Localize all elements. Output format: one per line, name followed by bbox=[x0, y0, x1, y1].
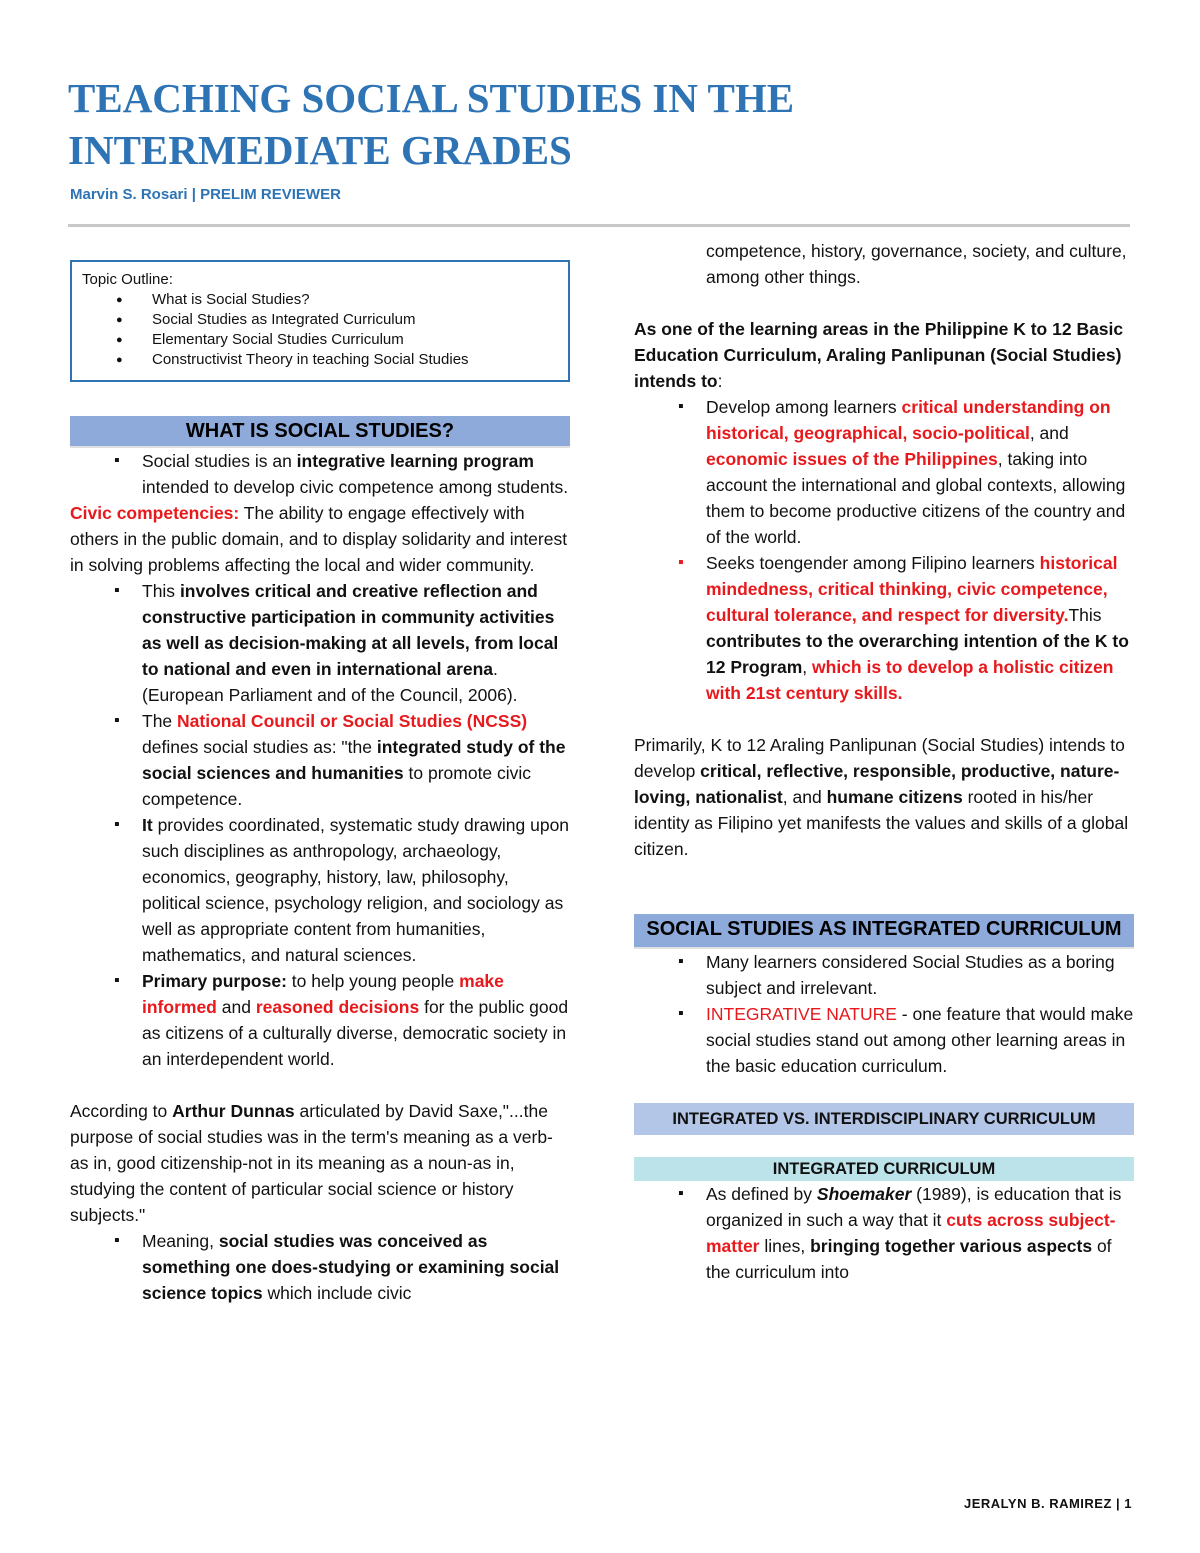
text-run: articulated by David Saxe,"...the purpose of social studies was in the term's meaning as a verb-as in, good citizenship-not in its meaning as a noun-as in, studying the content of particular social science or history subjects." bbox=[70, 1101, 553, 1225]
bullet-item bbox=[634, 550, 1134, 706]
highlight-text: reasoned decisions bbox=[255, 997, 420, 1017]
bullet-item bbox=[70, 448, 570, 500]
text-run: According to bbox=[70, 1101, 173, 1121]
highlight-text: cuts across subject-matter bbox=[706, 1210, 1116, 1256]
bullet-list bbox=[634, 949, 1134, 1079]
bullet-item bbox=[634, 394, 1134, 550]
bold-text: integrated study of the social sciences and humanities bbox=[142, 737, 566, 783]
bullet-item bbox=[70, 1228, 570, 1306]
section-heading-what-is-social-studies: WHAT IS SOCIAL STUDIES? bbox=[70, 416, 570, 448]
highlight-text: make informed bbox=[142, 971, 504, 1017]
text-run: to help young people bbox=[286, 971, 460, 991]
text-run: As defined by bbox=[706, 1184, 817, 1204]
bullet-item bbox=[70, 812, 570, 968]
text-run: Seeks toengender among Filipino learners bbox=[706, 553, 1040, 573]
text-run: to promote civic competence. bbox=[142, 763, 532, 809]
highlight-text: which is to develop a holistic citizen with 21st century skills. bbox=[706, 657, 1114, 703]
bold-italic-text: Shoemaker bbox=[816, 1184, 912, 1204]
primarily-paragraph bbox=[634, 732, 1134, 862]
highlight-text: economic issues of the Philippines bbox=[706, 449, 998, 469]
text-run: intended to develop civic competence among students. bbox=[142, 477, 569, 497]
text-run: This bbox=[142, 581, 180, 601]
text-run: , bbox=[802, 657, 813, 677]
bullet-list bbox=[70, 578, 570, 1072]
text-run: provides coordinated, systematic study drawing upon such disciplines as anthropology, archaeology, economics, geography, history, law, philosophy, political science, psychology religion, and sociology as well as appropriate content from humanities, mathematics, and natural sciences. bbox=[142, 815, 570, 965]
bullet-list bbox=[70, 448, 570, 500]
bullet-item bbox=[70, 708, 570, 812]
bold-text: social studies was conceived as something one does-studying or examining social science topics bbox=[142, 1231, 560, 1303]
topic-outline-list bbox=[82, 290, 558, 370]
text-run: The ability to engage effectively with others in the public domain, and to display solidarity and interest in solving problems affecting the local and wider community. bbox=[70, 503, 568, 575]
outline-item: ● Social Studies as Integrated Curriculum bbox=[82, 310, 558, 330]
text-run: (1989), is education that is organized in such a way that it bbox=[706, 1184, 1122, 1230]
outline-item: ● What is Social Studies? bbox=[82, 290, 558, 310]
subheading-integrated-curriculum: INTEGRATED CURRICULUM bbox=[634, 1157, 1134, 1181]
bullet-item bbox=[634, 1001, 1134, 1079]
text-run: Develop among learners bbox=[706, 397, 902, 417]
text-run: and bbox=[216, 997, 256, 1017]
text-run: Primarily, K to 12 Araling Panlipunan (Social Studies) intends to develop bbox=[634, 735, 1125, 781]
bullet-list bbox=[70, 1228, 570, 1306]
text-run: , taking into account the international and global contexts, allowing them to become productive citizens of the country and of the world. bbox=[706, 449, 1126, 547]
text-run: defines social studies as: "the bbox=[142, 737, 377, 757]
highlight-text: INTEGRATIVE NATURE bbox=[706, 1004, 897, 1024]
outline-item: ● Constructivist Theory in teaching Social Studies bbox=[82, 350, 558, 370]
highlight-text: National Council or Social Studies (NCSS) bbox=[177, 711, 528, 731]
bold-text: It bbox=[142, 815, 153, 835]
bold-text: bringing together various aspects bbox=[810, 1236, 1093, 1256]
bullet-item: ▪ Many learners considered Social Studies as a boring subject and irrelevant. bbox=[634, 949, 1134, 1001]
araling-panlipunan-intro bbox=[634, 316, 1134, 394]
bold-text: Arthur Dunnas bbox=[172, 1101, 295, 1121]
text-run: , and bbox=[782, 787, 827, 807]
page-footer: JERALYN B. RAMIREZ | 1 bbox=[963, 1496, 1132, 1511]
text-run: The bbox=[142, 711, 178, 731]
text-run: . (European Parliament and of the Council, 2006). bbox=[142, 659, 518, 705]
title-line-2: INTERMEDIATE GRADES bbox=[68, 127, 572, 173]
title-line-1: TEACHING SOCIAL STUDIES IN THE bbox=[68, 75, 795, 121]
bold-text: contributes to the overarching intention of the K to 12 Program bbox=[706, 631, 1129, 677]
highlight-text: Civic competencies: bbox=[70, 503, 240, 523]
text-run: lines, bbox=[759, 1236, 811, 1256]
text-run: - one feature that would make social studies stand out among other learning areas in the basic education curriculum. bbox=[706, 1004, 1134, 1076]
bullet-item bbox=[70, 968, 570, 1072]
outline-item: ● Elementary Social Studies Curriculum bbox=[82, 330, 558, 350]
subheading-integrated-vs-interdisciplinary: INTEGRATED VS. INTERDISCIPLINARY CURRICULUM bbox=[634, 1103, 1134, 1135]
topic-outline-box bbox=[70, 260, 570, 382]
bold-text: critical, reflective, responsible, productive, nature-loving, nationalist bbox=[634, 761, 1120, 807]
left-column bbox=[70, 238, 570, 1306]
text-run: : bbox=[717, 371, 723, 391]
document-subtitle: Marvin S. Rosari | PRELIM REVIEWER bbox=[70, 186, 341, 203]
right-column bbox=[634, 238, 1134, 1285]
bullet-item bbox=[634, 1181, 1134, 1285]
bullet-item bbox=[70, 578, 570, 708]
highlight-text: historical mindedness, critical thinking, civic competence, cultural tolerance, and respect for diversity. bbox=[706, 553, 1118, 625]
text-run: rooted in his/her identity as Filipino yet manifests the values and skills of a global citizen. bbox=[634, 787, 1129, 859]
bold-text: Primary purpose: bbox=[142, 971, 287, 991]
bold-text: involves critical and creative reflection and constructive participation in community activities as well as decision-making at all levels, from local to national and even in international arena bbox=[142, 581, 559, 679]
text-run: Meaning, bbox=[142, 1231, 219, 1251]
text-run: which include civic bbox=[262, 1283, 412, 1303]
civic-competencies-paragraph bbox=[70, 500, 570, 578]
highlight-text: critical understanding on historical, geographical, socio-political bbox=[706, 397, 1111, 443]
continued-text: competence, history, governance, society, and culture, among other things. bbox=[706, 241, 1127, 287]
text-run: for the public good as citizens of a culturally diverse, democratic society in an interdependent world. bbox=[142, 997, 569, 1069]
text-run: of the curriculum into bbox=[706, 1236, 1112, 1282]
topic-outline-label: Topic Outline: bbox=[82, 271, 173, 288]
text-run: , and bbox=[1029, 423, 1069, 443]
dunnas-paragraph bbox=[70, 1098, 570, 1228]
section-heading-integrated-curriculum: SOCIAL STUDIES AS INTEGRATED CURRICULUM bbox=[634, 914, 1134, 949]
bold-text: humane citizens bbox=[826, 787, 963, 807]
bold-text: As one of the learning areas in the Philippine K to 12 Basic Education Curriculum, Araling Panlipunan (Social Studies) intends to bbox=[634, 319, 1124, 391]
document-title bbox=[68, 72, 1068, 176]
bold-text: integrative learning program bbox=[296, 451, 534, 471]
bullet-list bbox=[634, 394, 1134, 706]
text-run: This bbox=[1068, 605, 1102, 625]
header-divider bbox=[68, 224, 1130, 227]
text-run: Social studies is an bbox=[142, 451, 297, 471]
bullet-list bbox=[634, 1181, 1134, 1285]
